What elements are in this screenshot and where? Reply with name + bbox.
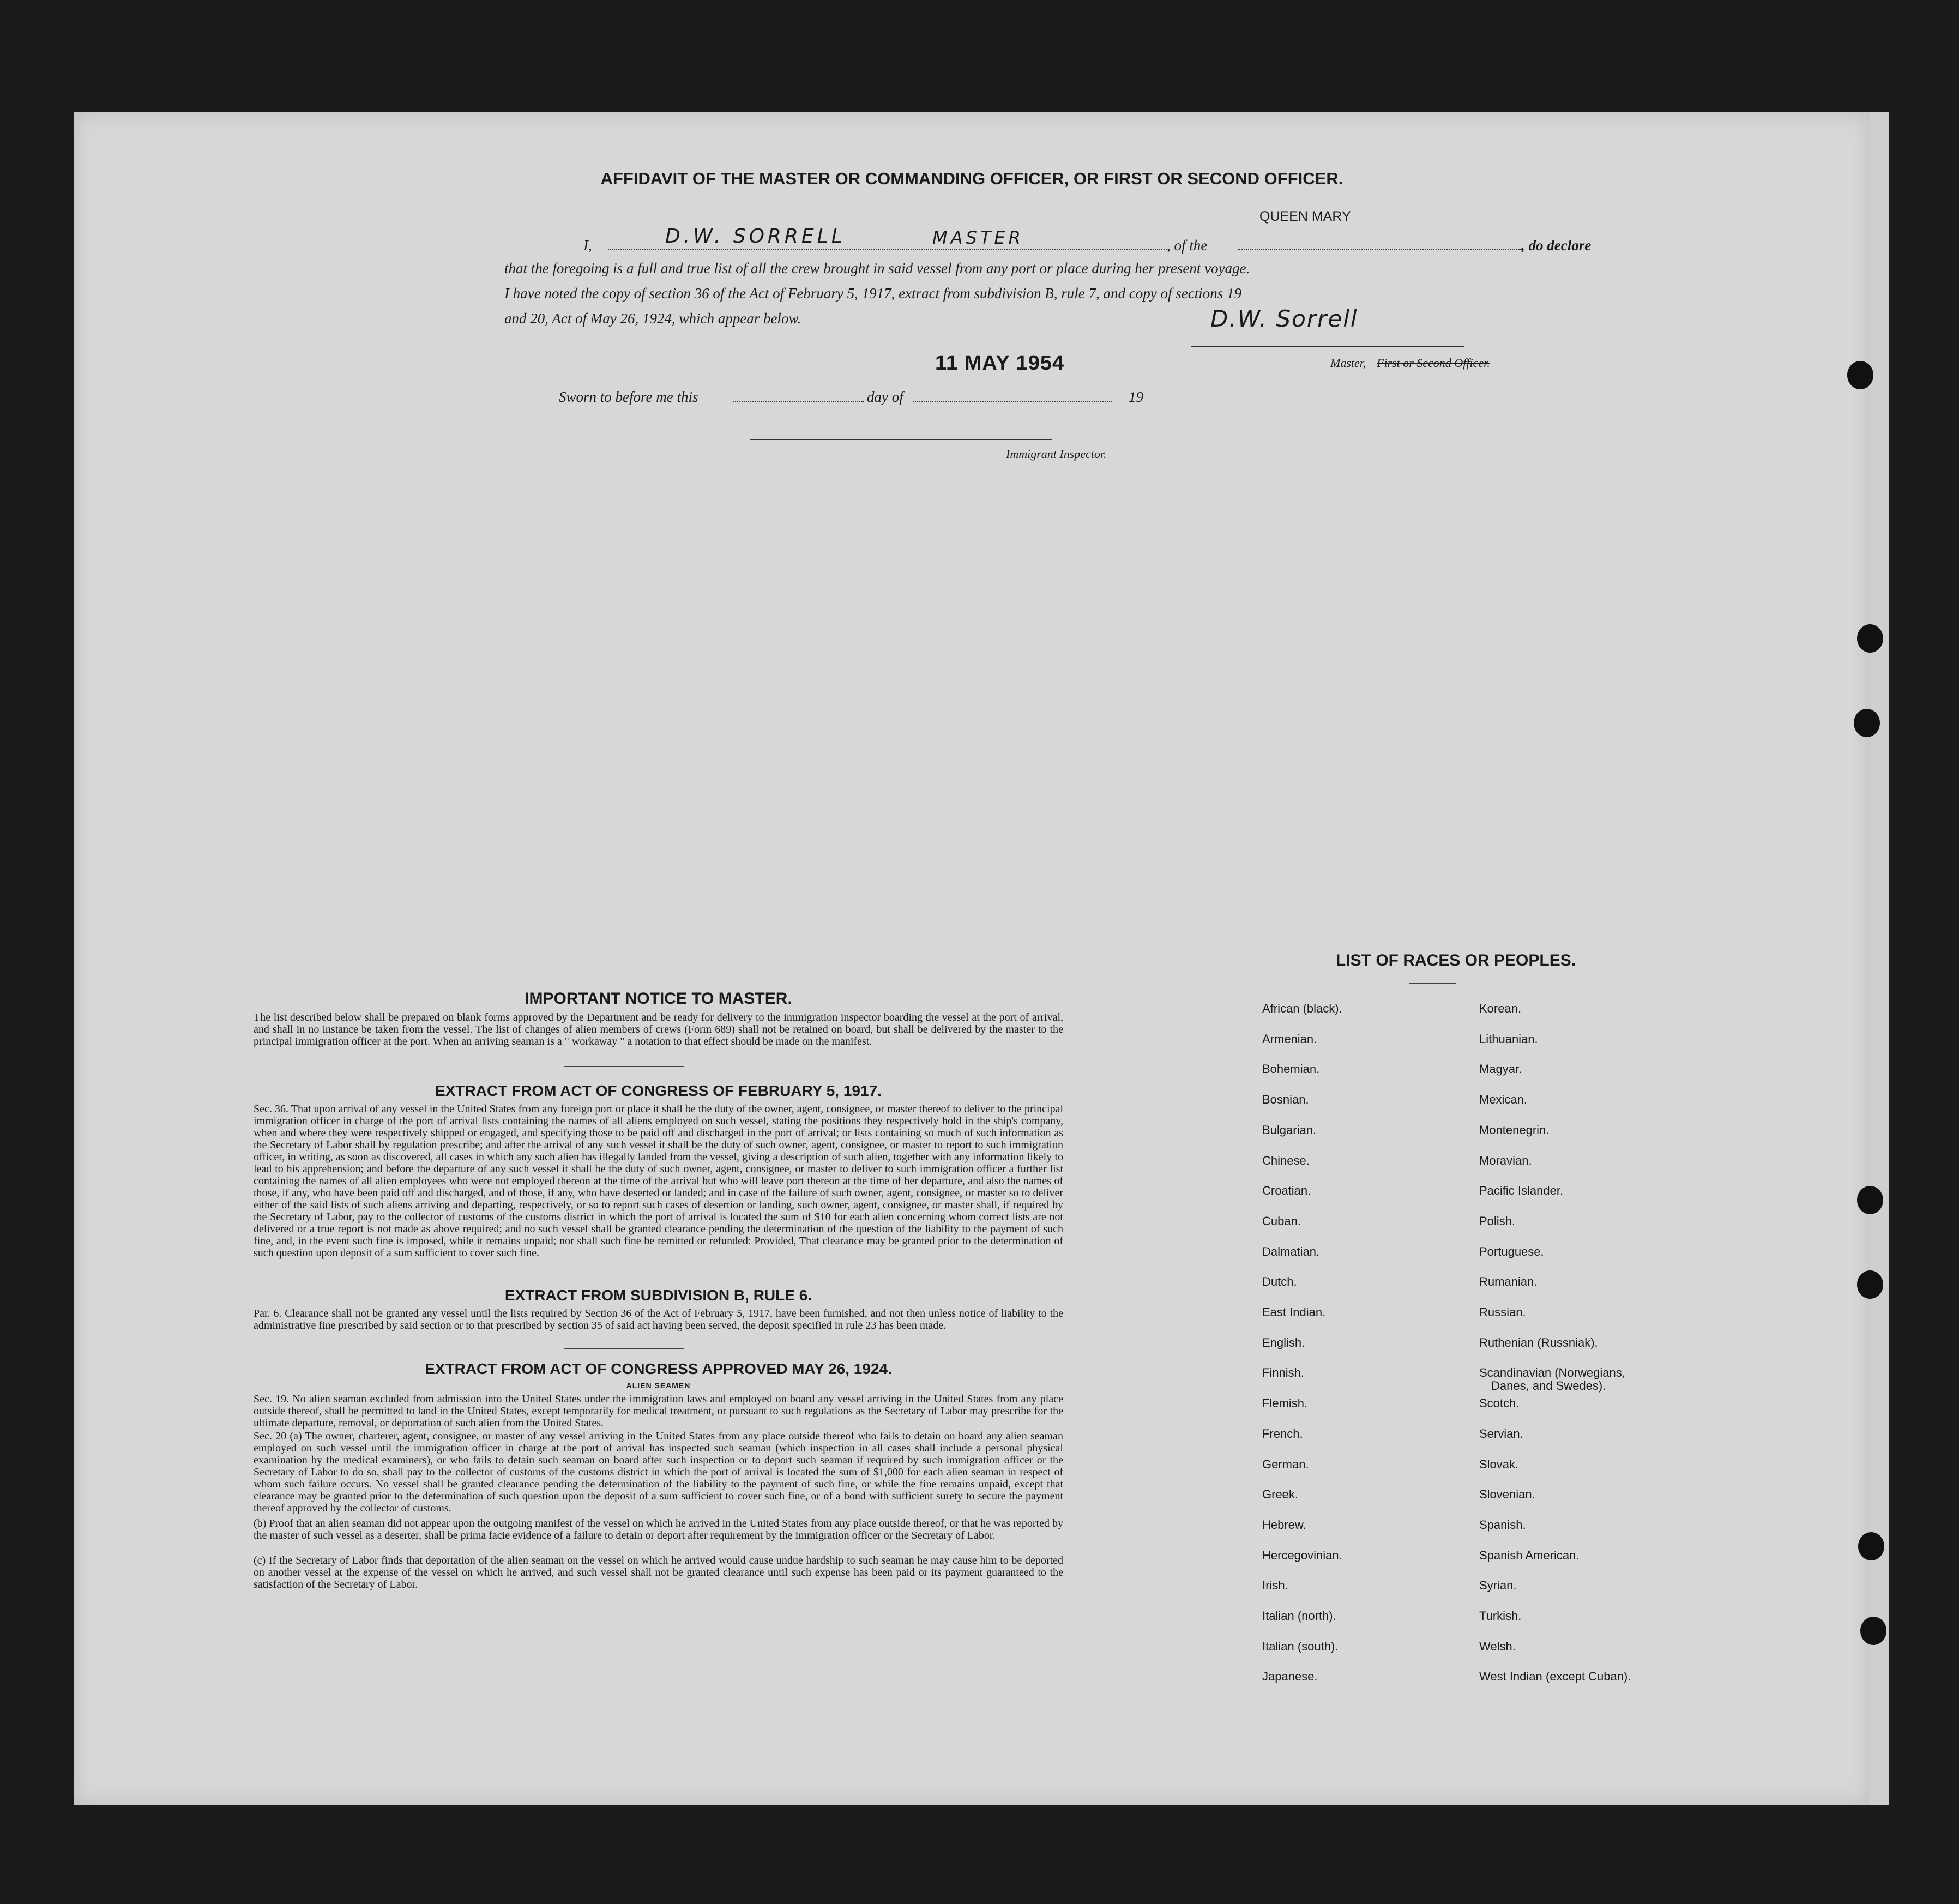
race-item: Turkish. [1479,1609,1522,1623]
race-item: Dutch. [1262,1275,1297,1289]
master-signature: D.W. Sorrell [1210,305,1358,332]
race-item: Korean. [1479,1002,1522,1015]
do-declare-label: , do declare [1521,237,1592,254]
race-item: Scotch. [1479,1396,1520,1411]
signature-line [1191,346,1464,347]
races-title: LIST OF RACES OR PEOPLES. [1336,951,1576,969]
sworn-month-line [913,401,1112,402]
year-prefix: 19 [1129,389,1143,405]
race-item: Slovenian. [1479,1487,1535,1502]
sec-20c: (c) If the Secretary of Labor finds that deportation of the alien seaman on the vessel on which he arrived would cause undue hardship to such seaman he may cause him to be deported on another vessel at the expense of the vessel on which he arrived, and such vessel shall not be granted clearance until such expense has been paid or its payment guaranteed to the satisfaction of the Secretary of Labor. [254,1554,1063,1590]
binder-hole [1854,709,1880,737]
race-item: Spanish. [1479,1517,1526,1532]
day-of-label: day of [867,389,903,405]
race-item: Scandinavian (Norwegians, [1479,1366,1625,1380]
race-item: Danes, and Swedes). [1491,1379,1606,1393]
race-item: Pacific Islander. [1479,1184,1564,1198]
race-item: Montenegrin. [1479,1123,1550,1137]
affidavit-line-4: and 20, Act of May 26, 1924, which appear below. [504,310,801,327]
notice-body: The list described below shall be prepared on blank forms approved by the Department and be ready for delivery to the immigration inspector boarding the vessel at the port of arrival, and shall in no instance be taken from the vessel. The list of changes of alien members of crews (Form 689) shall not be retained on board, but shall be delivered by the master to the principal immigration officer at the port. When an arriving seaman is a " workaway " a notation to that effect should be made on the manifest. [254,1011,1063,1047]
subdivision-title: EXTRACT FROM SUBDIVISION B, RULE 6. [504,1287,812,1304]
date-stamp: 11 MAY 1954 [935,352,1065,375]
race-item: Finnish. [1262,1366,1305,1380]
separator [564,1066,684,1067]
separator [1409,983,1456,984]
race-item: Irish. [1262,1578,1288,1593]
struck-officer-label: First or Second Officer. [1377,356,1490,370]
race-item: Slovak. [1479,1457,1519,1471]
binder-hole [1857,1186,1883,1214]
race-item: Greek. [1262,1487,1299,1502]
inspector-line [750,439,1052,440]
subdivision-body: Par. 6. Clearance shall not be granted any vessel until the lists required by Section 36 of the Act of February 5, 1917, have been furnished, and not then unless notice of liability to the administrative fine prescribed by said section or to that prescribed by section 35 of said act having been served, the deposit specified in rule 23 has been made. [254,1308,1063,1331]
binder-hole [1857,1270,1883,1299]
race-item: Spanish American. [1479,1548,1580,1562]
notice-title: IMPORTANT NOTICE TO MASTER. [525,990,792,1008]
sec-20b: (b) Proof that an alien seaman did not appear upon the outgoing manifest of the vessel on which he arrived in the United States from any place outside thereof, or that he was reported by the master of such vessel as a deserter, shall be prima facie evidence of a failure to detain or deport after requirement by the immigration officer or the Secretary of Labor. [254,1517,1063,1541]
of-the-label: , of the [1167,237,1208,254]
race-item: Cuban. [1262,1214,1301,1228]
binder-hole [1860,1617,1886,1645]
race-item: Bohemian. [1262,1062,1320,1076]
inspector-label: Immigrant Inspector. [1006,447,1107,461]
sec-19: Sec. 19. No alien seaman excluded from admission into the United States under the immigration laws and employed on board any vessel arriving in the United States from any place outside thereof, shall be permitted to land in the United States, except temporarily for medical treatment, or pursuant to such regulations as the Secretary of Labor may prescribe for the ultimate departure, removal, or deportation of such alien from the United States. [254,1393,1063,1429]
race-item: Dalmatian. [1262,1244,1320,1258]
race-item: Syrian. [1479,1578,1517,1593]
race-item: Armenian. [1262,1032,1317,1046]
binder-hole [1857,624,1883,653]
race-item: Magyar. [1479,1062,1522,1076]
affidavit-title: AFFIDAVIT OF THE MASTER OR COMMANDING OFFICER, OR FIRST OR SECOND OFFICER. [600,169,1343,188]
race-item: Rumanian. [1479,1275,1538,1289]
race-item: Lithuanian. [1479,1032,1538,1046]
race-item: Welsh. [1479,1639,1516,1653]
race-item: Bosnian. [1262,1093,1309,1107]
race-item: Servian. [1479,1426,1523,1441]
race-item: East Indian. [1262,1305,1326,1319]
extract-1924-title: EXTRACT FROM ACT OF CONGRESS APPROVED MAY 26, 1924. [425,1360,892,1377]
race-item: African (black). [1262,1002,1342,1015]
race-item: English. [1262,1335,1305,1349]
race-item: Hebrew. [1262,1517,1306,1532]
race-item: Moravian. [1479,1153,1532,1167]
race-item: Portuguese. [1479,1244,1544,1258]
race-item: Ruthenian (Russniak). [1479,1335,1598,1349]
binder-hole [1847,361,1873,389]
extract-1917-body: Sec. 36. That upon arrival of any vessel in the United States from any foreign port or place it shall be the duty of the owner, agent, consignee, or master thereof to deliver to the principal immigration officer in charge of the port of arrival lists containing the names of all aliens employed on such vessel, stating the positions they respectively hold in the ship's company, when and where they were respectively shipped or engaged, and specifying those to be paid off and discharged in the port of arrival; or lists containing so much of such information as the Secretary of Labor shall by regulation prescribe; and after the arrival of any such vessel it shall be the duty of such owner, agent, consignee, or master to report to such immigration officer, in writing, as soon as discovered, all cases in which any such alien has illegally landed from the vessel, giving a description of such alien, together with any information likely to lead to his apprehension; and before the departure of any such vessel it shall be the duty of such owner, agent, consignee, or master to deliver to such immigration officer a further list containing the names of all alien employees who were not employed thereon at the time of the arrival but who will leave port thereon at the time of her departure, and also the names of those, if any, who have been paid off and discharged, and of those, if any, who have deserted or landed; and in case of the failure of such owner, agent, consignee, or master so to deliver either of the said lists of such aliens arriving and departing, respectively, or so to report such cases of desertion or landing, such owner, agent, consignee, or master shall, if required by the Secretary of Labor, pay to the collector of customs of the customs district in which the port of arrival is located the sum of $10 for each alien concerning whom correct lists are not delivered or a true report is not made as above required; and no such vessel shall be granted clearance pending the determination of the question of the liability to the payment of such fine, and, in the event such fine is imposed, while it remains unpaid; nor shall such fine be remitted or refunded: Provided, That clearance may be granted prior to the determination of such question upon deposit of a sum sufficient to cover such fine. [254,1103,1063,1259]
race-item: Bulgarian. [1262,1123,1317,1137]
race-item: Polish. [1479,1214,1516,1228]
sworn-label: Sworn to before me this [559,389,698,405]
race-item: Italian (south). [1262,1639,1339,1653]
sec-20a: Sec. 20 (a) The owner, charterer, agent, consignee, or master of any vessel arriving in the United States from any place outside thereof who fails to detain on board any alien seaman employed on such vessel until the immigration officer in charge at the port of arrival has inspected such seaman (which inspection in all cases shall include a personal physical examination by the medical examiners), or who fails to detain such seaman on board after such inspection or to deport such seaman if required by such immigration officer or the Secretary of Labor to do so, shall pay to the collector of customs of the customs district in which the port of arrival is located the sum of $1,000 for each alien seaman in respect of whom such failure occurs. No vessel shall be granted clearance pending the determination of the liability to the payment of such fine, or while the fine remains unpaid, except that clearance may be granted prior to the determination of such question upon the deposit of a sum sufficient to cover such fine, or of a bond with sufficient surety to secure the payment thereof approved by the collector of customs. [254,1430,1063,1514]
race-item: Hercegovinian. [1262,1548,1342,1562]
alien-seamen-subtitle: ALIEN SEAMEN [626,1381,691,1390]
race-item: Chinese. [1262,1153,1310,1167]
race-item: Flemish. [1262,1396,1308,1411]
race-item: German. [1262,1457,1309,1471]
master-name-handwritten: D.W. SORRELL [665,225,846,248]
race-item: Japanese. [1262,1670,1318,1684]
document-page [74,112,1870,1805]
race-item: Russian. [1479,1305,1526,1319]
affidavit-line-3: I have noted the copy of section 36 of the Act of February 5, 1917, extract from subdivision B, rule 7, and copy of sections 19 [504,285,1241,302]
extract-1917-title: EXTRACT FROM ACT OF CONGRESS OF FEBRUARY 5, 1917. [435,1082,882,1099]
vessel-name: QUEEN MARY [1259,209,1351,224]
race-item: West Indian (except Cuban). [1479,1670,1631,1684]
vessel-line [1238,249,1521,250]
rank-handwritten: MASTER [932,227,1024,248]
sworn-day-line [733,401,864,402]
race-item: Mexican. [1479,1093,1528,1107]
race-item: Croatian. [1262,1184,1311,1198]
binder-hole [1858,1532,1884,1560]
race-item: Italian (north). [1262,1609,1336,1623]
affidavit-line-2: that the foregoing is a full and true list of all the crew brought in said vessel from any port or place during her present voyage. [504,260,1250,276]
affidavit-prefix: I, [583,237,592,254]
master-label: Master, [1330,356,1366,370]
name-line [608,249,1167,250]
separator [564,1348,684,1349]
race-item: French. [1262,1426,1303,1441]
